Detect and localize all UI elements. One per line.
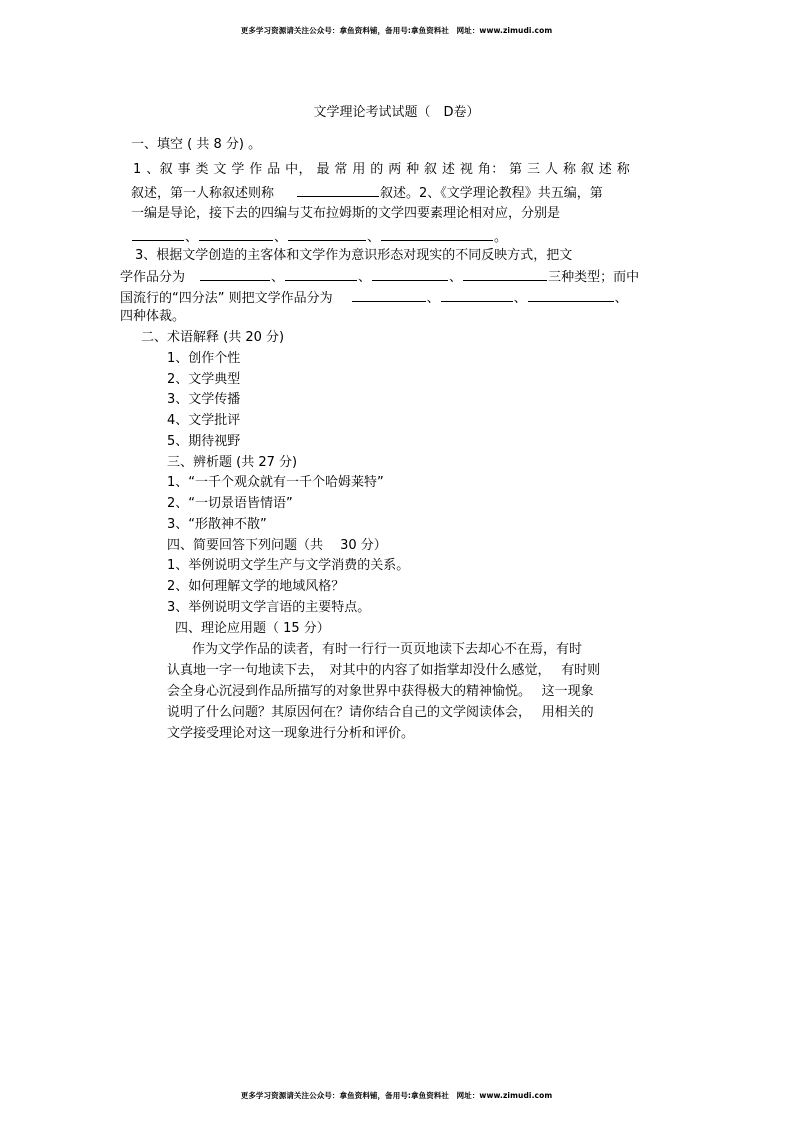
application-question-line: 文学接受理论对这一现象进行分析和评价。 [167, 726, 415, 741]
short-answer-item: 1、举例说明文学生产与文学消费的关系。 [167, 558, 410, 573]
exam-title: 文学理论考试试题（ D卷） [313, 105, 480, 120]
term-item: 4、文学批评 [167, 413, 241, 428]
q3-line3-text-a: 国流行的“四分法” 则把文学作品分为 [120, 291, 333, 306]
blank-element-1[interactable] [132, 228, 184, 241]
section1-heading: 一、填空 ( 共 8 分) 。 [131, 137, 262, 152]
section5-heading: 四、理论应用题（ 15 分） [175, 621, 330, 636]
blank-type-1[interactable] [200, 268, 270, 281]
blank-element-2[interactable] [199, 228, 273, 241]
q3-line2-text-b: 三种类型；而中 [548, 270, 640, 285]
short-answer-item: 2、如何理解文学的地域风格？ [167, 579, 345, 594]
blank-type-3[interactable] [372, 268, 448, 281]
analysis-item: 3、“形散神不散” [167, 517, 267, 532]
comma: 、 [426, 291, 440, 306]
q1-line2-text-b: 叙述。2、《文学理论教程》共五编，第 [380, 186, 603, 201]
comma: 、 [358, 270, 372, 285]
q3-line1: 3、根据文学创造的主客体和文学作为意识形态对现实的不同反映方式，把文 [135, 248, 573, 263]
comma: 、 [449, 270, 463, 285]
application-question-line: 认真地一字一句地读下去， 对其中的内容了如指掌却没什么感觉， 有时则 [167, 663, 601, 678]
analysis-item: 2、“一切景语皆情语” [167, 496, 293, 511]
term-item: 2、文学典型 [167, 372, 241, 387]
blank-first-person[interactable] [297, 184, 379, 197]
blank-genre-3[interactable] [528, 289, 614, 302]
q1-line2-text-a: 叙述，第一人称叙述则称 [131, 186, 275, 201]
q3-line4: 四种体裁。 [120, 309, 186, 324]
q1-line1: 1 、叙 事 类 文 学 作 品 中， 最 常 用 的 两 种 叙 述 视 角： 第 三 人 称 叙 述 称 [133, 162, 631, 177]
comma: 、 [614, 291, 628, 306]
term-item: 5、期待视野 [167, 434, 241, 449]
blank-genre-2[interactable] [441, 289, 513, 302]
application-question-line: 会全身心沉浸到作品所描写的对象世界中获得极大的精神愉悦。 这一现象 [167, 684, 594, 699]
blank-element-4[interactable] [381, 228, 493, 241]
analysis-item: 1、“一千个观众就有一千个哈姆莱特” [167, 475, 384, 490]
comma: 、 [271, 270, 285, 285]
q2-line3: 一编是导论，接下去的四编与艾布拉姆斯的文学四要素理论相对应，分别是 [131, 206, 561, 221]
short-answer-item: 3、举例说明文学言语的主要特点。 [167, 600, 371, 615]
comma: 、 [185, 230, 199, 245]
application-question-line: 说明了什么问题？其原因何在？请你结合自己的文学阅读体会， 用相关的 [167, 705, 594, 720]
section2-heading: 二、术语解释 (共 20 分) [141, 330, 285, 345]
blank-type-4[interactable] [463, 268, 547, 281]
comma: 、 [367, 230, 381, 245]
q2-blanks [131, 228, 507, 246]
page-footer-note: 更多学习资源请关注公众号：拿鱼资料铺，备用号:拿鱼资料社 网址：www.zimudi.com [240, 1091, 553, 1100]
q3-line3 [120, 289, 628, 307]
section3-heading: 三、辨析题 (共 27 分) [167, 455, 298, 470]
application-question-line: 作为文学作品的读者，有时一行行一页页地读下去却心不在焉，有时 [192, 642, 583, 657]
period: 。 [494, 230, 508, 245]
q3-line2-text-a: 学作品分为 [120, 270, 186, 285]
term-item: 3、文学传播 [167, 392, 241, 407]
comma: 、 [274, 230, 288, 245]
blank-type-2[interactable] [285, 268, 357, 281]
q1-line2 [131, 184, 603, 202]
comma: 、 [513, 291, 527, 306]
blank-genre-1[interactable] [352, 289, 426, 302]
section4-heading: 四、简要回答下列问题（共 30 分） [167, 538, 387, 553]
q3-line2 [120, 268, 639, 286]
blank-element-3[interactable] [288, 228, 366, 241]
term-item: 1、创作个性 [167, 351, 241, 366]
page-header-note: 更多学习资源请关注公众号：拿鱼资料铺，备用号:拿鱼资料社 网址：www.zimudi.com [240, 26, 553, 35]
